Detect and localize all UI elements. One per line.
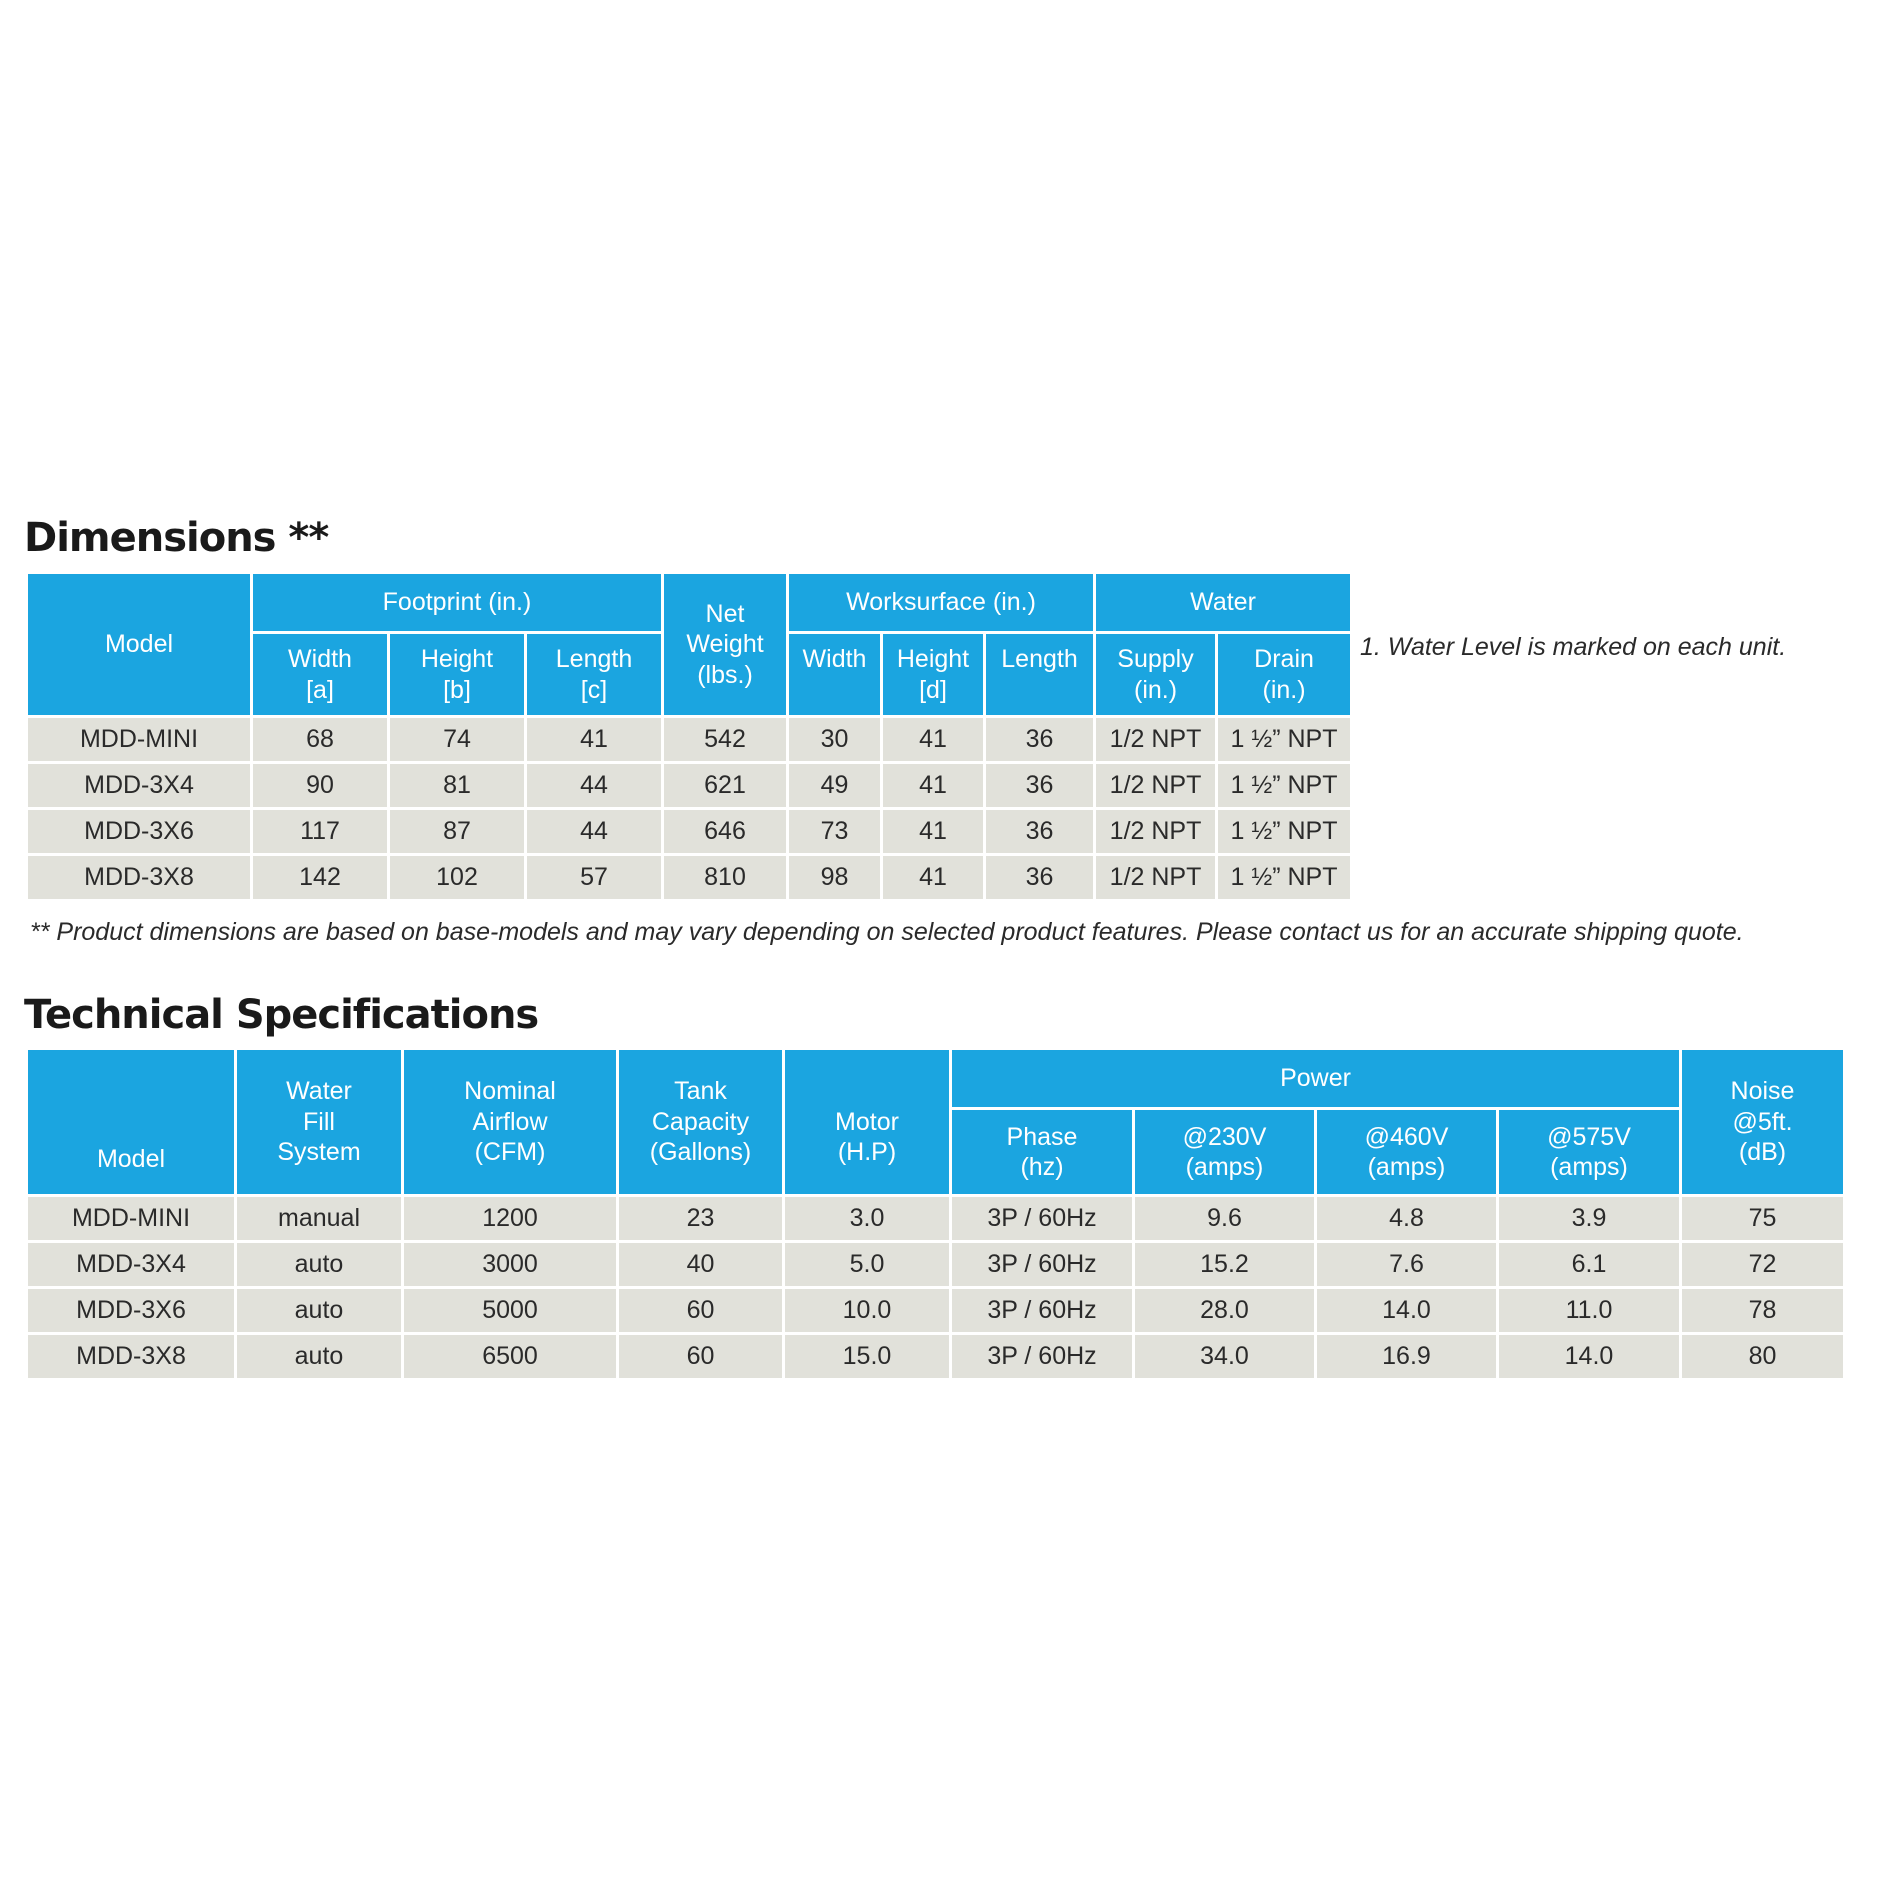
table-row: [27, 855, 1352, 901]
col-header-model: Model: [27, 1049, 236, 1196]
table-cell: auto: [236, 1288, 403, 1334]
table-cell: 28.0: [1134, 1288, 1316, 1334]
col-header-model: Model: [27, 573, 252, 717]
table-cell: 72: [1681, 1242, 1845, 1288]
table-cell: 15.2: [1134, 1242, 1316, 1288]
table-cell: 3P / 60Hz: [951, 1288, 1134, 1334]
table-cell: 621: [663, 763, 788, 809]
table-cell: 646: [663, 809, 788, 855]
model-cell: MDD-MINI: [27, 1196, 236, 1242]
table-cell: 102: [389, 855, 526, 901]
table-cell: 41: [526, 717, 663, 763]
table-cell: 41: [882, 809, 985, 855]
model-cell: MDD-3X4: [27, 1242, 236, 1288]
col-header-water-drain: Drain (in.): [1217, 633, 1352, 717]
table-row: [27, 763, 1352, 809]
col-header-footprint-length: Length [c]: [526, 633, 663, 717]
table-cell: 60: [618, 1288, 784, 1334]
col-header-motor: Motor (H.P): [784, 1049, 951, 1196]
table-cell: 49: [788, 763, 882, 809]
table-cell: 3P / 60Hz: [951, 1334, 1134, 1380]
table-cell: 73: [788, 809, 882, 855]
table-cell: 542: [663, 717, 788, 763]
col-header-net-weight: Net Weight (lbs.): [663, 573, 788, 717]
table-cell: 1 ½” NPT: [1217, 809, 1352, 855]
table-cell: 10.0: [784, 1288, 951, 1334]
col-header-nominal-airflow: Nominal Airflow (CFM): [403, 1049, 618, 1196]
table-row: [27, 1196, 1845, 1242]
table-cell: 7.6: [1316, 1242, 1498, 1288]
col-header-power: Power: [951, 1049, 1681, 1109]
table-cell: 3.9: [1498, 1196, 1681, 1242]
dimensions-footnote: ** Product dimensions are based on base-models and may vary depending on selected product features. Please contact us for an accurate shipping quote.: [30, 918, 1744, 946]
table-cell: 14.0: [1316, 1288, 1498, 1334]
table-cell: 34.0: [1134, 1334, 1316, 1380]
table-cell: 4.8: [1316, 1196, 1498, 1242]
table-cell: 810: [663, 855, 788, 901]
table-cell: 80: [1681, 1334, 1845, 1380]
table-cell: 68: [252, 717, 389, 763]
table-cell: 90: [252, 763, 389, 809]
table-row: [27, 717, 1352, 763]
table-cell: 5.0: [784, 1242, 951, 1288]
table-cell: 40: [618, 1242, 784, 1288]
table-cell: 3P / 60Hz: [951, 1196, 1134, 1242]
table-cell: 1 ½” NPT: [1217, 717, 1352, 763]
table-cell: 44: [526, 763, 663, 809]
table-cell: 36: [985, 855, 1095, 901]
table-cell: 5000: [403, 1288, 618, 1334]
table-cell: auto: [236, 1242, 403, 1288]
technical-specifications-table: [25, 1047, 1846, 1381]
table-cell: 44: [526, 809, 663, 855]
dimensions-title: Dimensions **: [24, 515, 329, 561]
table-cell: 6500: [403, 1334, 618, 1380]
table-cell: 41: [882, 717, 985, 763]
model-cell: MDD-MINI: [27, 717, 252, 763]
table-cell: 98: [788, 855, 882, 901]
water-level-note: 1. Water Level is marked on each unit.: [1360, 633, 1787, 661]
table-cell: 41: [882, 763, 985, 809]
table-cell: 75: [1681, 1196, 1845, 1242]
dimensions-table: [25, 571, 1353, 902]
table-cell: 23: [618, 1196, 784, 1242]
table-row: [27, 1242, 1845, 1288]
table-cell: 1200: [403, 1196, 618, 1242]
col-header-460v: @460V (amps): [1316, 1109, 1498, 1196]
table-cell: 15.0: [784, 1334, 951, 1380]
table-cell: 36: [985, 763, 1095, 809]
table-cell: 9.6: [1134, 1196, 1316, 1242]
table-cell: 142: [252, 855, 389, 901]
table-cell: manual: [236, 1196, 403, 1242]
col-header-footprint: Footprint (in.): [252, 573, 663, 633]
col-header-575v: @575V (amps): [1498, 1109, 1681, 1196]
col-header-worksurface-length: Length: [985, 633, 1095, 717]
model-cell: MDD-3X6: [27, 809, 252, 855]
table-cell: 3.0: [784, 1196, 951, 1242]
table-cell: 3000: [403, 1242, 618, 1288]
table-cell: 78: [1681, 1288, 1845, 1334]
table-cell: 87: [389, 809, 526, 855]
table-row: [27, 1334, 1845, 1380]
col-header-tank-capacity: Tank Capacity (Gallons): [618, 1049, 784, 1196]
col-header-worksurface-width: Width: [788, 633, 882, 717]
table-cell: auto: [236, 1334, 403, 1380]
table-cell: 6.1: [1498, 1242, 1681, 1288]
table-cell: 1 ½” NPT: [1217, 763, 1352, 809]
col-header-footprint-width: Width [a]: [252, 633, 389, 717]
table-row: [27, 809, 1352, 855]
table-cell: 11.0: [1498, 1288, 1681, 1334]
table-cell: 36: [985, 809, 1095, 855]
table-cell: 30: [788, 717, 882, 763]
col-header-phase: Phase (hz): [951, 1109, 1134, 1196]
col-header-footprint-height: Height [b]: [389, 633, 526, 717]
col-header-noise: Noise @5ft. (dB): [1681, 1049, 1845, 1196]
col-header-water: Water: [1095, 573, 1352, 633]
model-cell: MDD-3X8: [27, 1334, 236, 1380]
table-cell: 3P / 60Hz: [951, 1242, 1134, 1288]
technical-specifications-title: Technical Specifications: [24, 992, 539, 1038]
col-header-water-supply: Supply (in.): [1095, 633, 1217, 717]
table-cell: 36: [985, 717, 1095, 763]
table-cell: 1/2 NPT: [1095, 763, 1217, 809]
table-cell: 1/2 NPT: [1095, 809, 1217, 855]
table-cell: 117: [252, 809, 389, 855]
col-header-230v: @230V (amps): [1134, 1109, 1316, 1196]
table-cell: 57: [526, 855, 663, 901]
model-cell: MDD-3X4: [27, 763, 252, 809]
table-cell: 1/2 NPT: [1095, 855, 1217, 901]
table-cell: 74: [389, 717, 526, 763]
model-cell: MDD-3X8: [27, 855, 252, 901]
col-header-worksurface-height: Height [d]: [882, 633, 985, 717]
table-cell: 41: [882, 855, 985, 901]
table-cell: 60: [618, 1334, 784, 1380]
col-header-worksurface: Worksurface (in.): [788, 573, 1095, 633]
table-cell: 81: [389, 763, 526, 809]
table-cell: 1/2 NPT: [1095, 717, 1217, 763]
model-cell: MDD-3X6: [27, 1288, 236, 1334]
table-cell: 16.9: [1316, 1334, 1498, 1380]
col-header-water-fill-system: Water Fill System: [236, 1049, 403, 1196]
table-cell: 1 ½” NPT: [1217, 855, 1352, 901]
table-row: [27, 1288, 1845, 1334]
table-cell: 14.0: [1498, 1334, 1681, 1380]
